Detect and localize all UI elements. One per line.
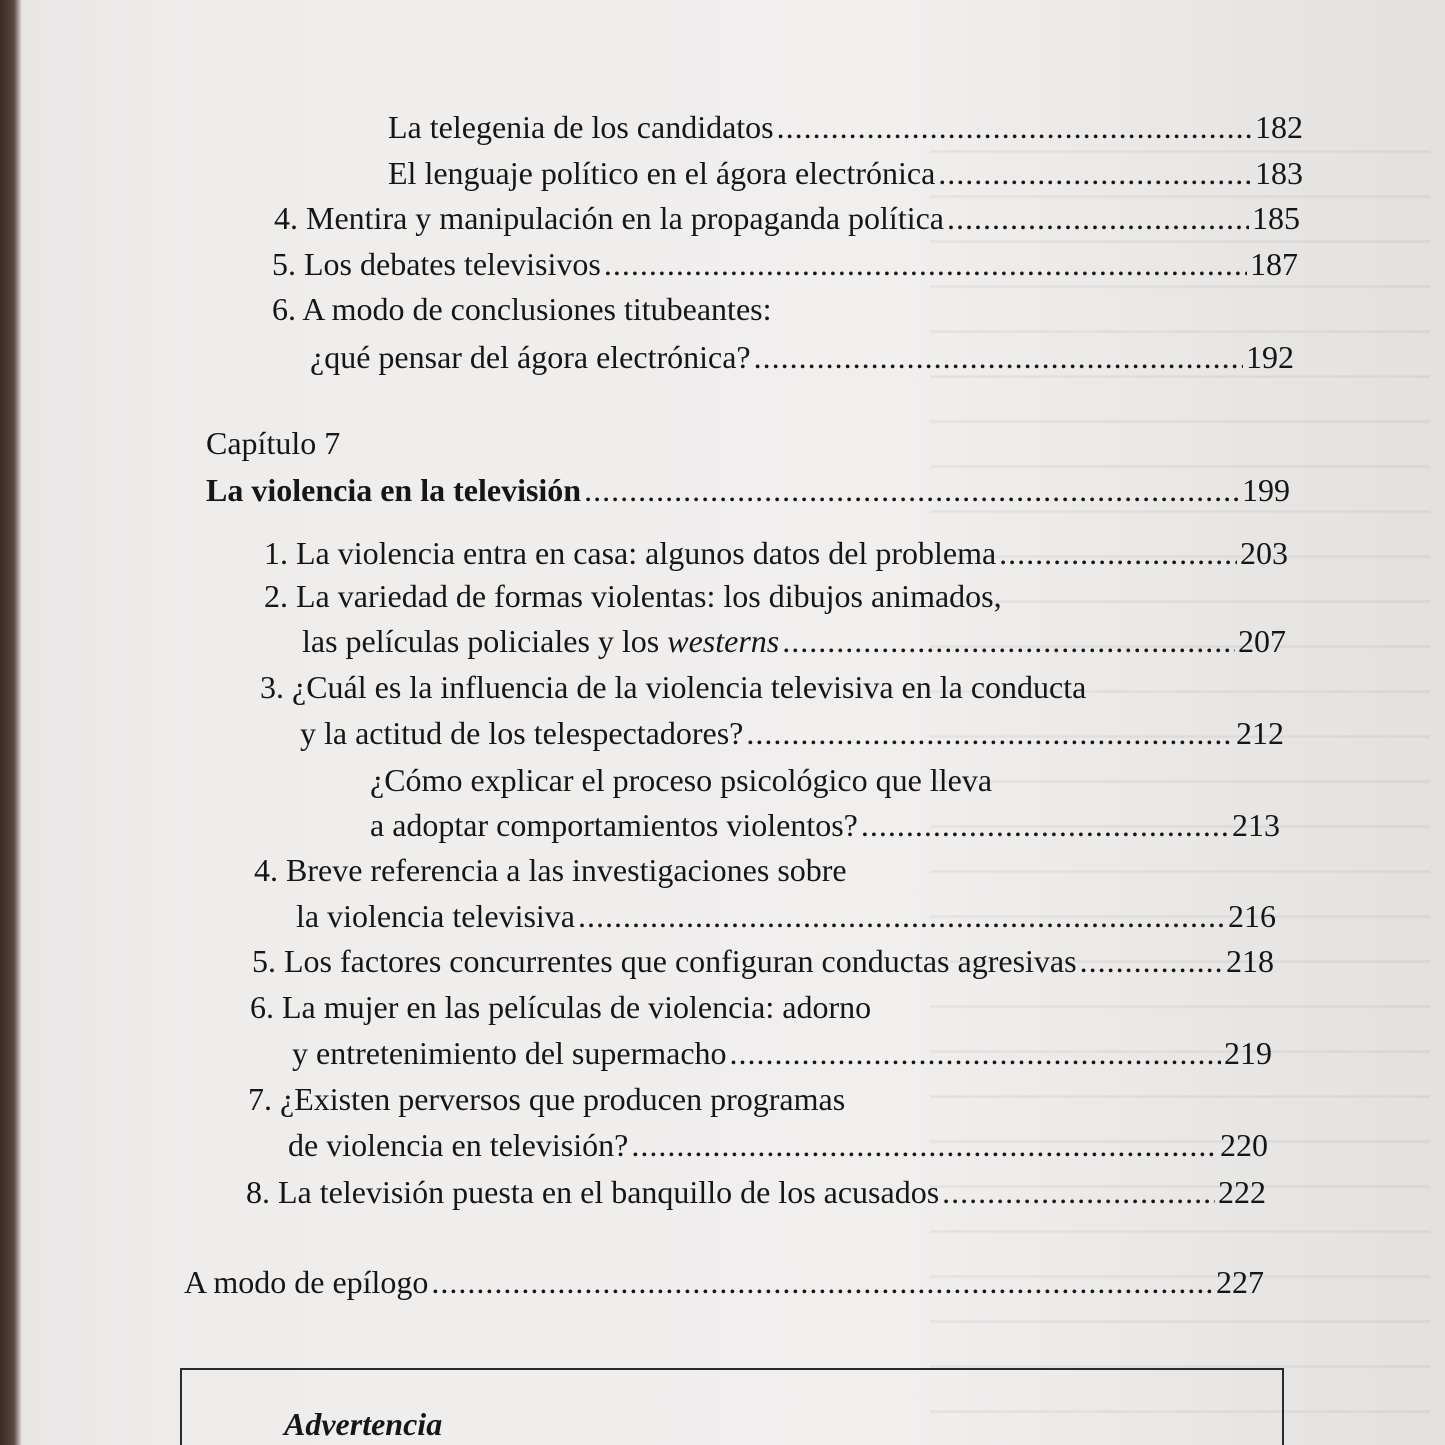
toc-entry — [260, 668, 1086, 706]
leader-dots — [730, 1034, 1221, 1072]
toc-entry-label: la violencia televisiva — [296, 898, 575, 934]
chapter-number — [206, 424, 340, 462]
toc-entry-page: 216 — [1228, 898, 1276, 934]
toc-entry-label: 3. ¿Cuál es la influencia de la violencia televisiva en la conducta — [260, 669, 1087, 705]
toc-entry-label: 7. ¿Existen perversos que producen programas — [248, 1081, 846, 1117]
toc-entry-page: 192 — [1246, 339, 1294, 375]
toc-entry-label: 6. La mujer en las películas de violencia: adorno — [250, 989, 872, 1025]
toc-entry — [388, 154, 1303, 192]
toc-entry-label: ¿Cómo explicar el proceso psicológico que lleva — [370, 762, 993, 798]
toc-entry-page: 182 — [1255, 109, 1303, 145]
toc-entry — [246, 1173, 1266, 1211]
toc-entry-page: 227 — [1216, 1264, 1264, 1300]
toc-entry-label: 4. Mentira y manipulación en la propaganda política — [274, 200, 944, 236]
leader-dots — [578, 897, 1225, 935]
toc-entry-page: 203 — [1240, 535, 1288, 571]
toc-entry — [272, 245, 1298, 283]
leader-dots — [999, 534, 1237, 572]
toc-entry — [310, 338, 1294, 376]
toc-entry-page: 183 — [1255, 155, 1303, 191]
leader-dots — [604, 245, 1247, 283]
chapter-title: La violencia en la televisión — [206, 472, 582, 508]
leader-dots — [754, 338, 1243, 376]
toc-entry-label: 6. A modo de conclusiones titubeantes: — [272, 291, 772, 327]
toc-entry-label: 5. Los factores concurrentes que configuran conductas agresivas — [252, 943, 1077, 979]
leader-dots — [938, 154, 1252, 192]
leader-dots — [782, 622, 1235, 660]
leader-dots — [431, 1263, 1213, 1301]
toc-entry-page: 218 — [1226, 943, 1274, 979]
toc-entry-page: 207 — [1238, 623, 1286, 659]
toc-entry-label: a adoptar comportamientos violentos? — [370, 807, 858, 843]
toc-entry — [264, 534, 1288, 572]
toc-entry-label: y entretenimiento del supermacho — [292, 1035, 727, 1071]
toc-entry — [252, 942, 1274, 980]
toc-entry-page: 185 — [1252, 200, 1300, 236]
toc-entry-page: 222 — [1218, 1174, 1266, 1210]
toc-entry-label: La telegenia de los candidatos — [388, 109, 774, 145]
notice-box — [180, 1368, 1284, 1445]
leader-dots — [942, 1173, 1215, 1211]
toc-entry-label: 4. Breve referencia a las investigaciones sobre — [254, 852, 847, 888]
notice-title: Advertencia — [284, 1406, 443, 1442]
toc-entry-label: y la actitud de los telespectadores? — [300, 715, 744, 751]
toc-entry-label: 2. La variedad de formas violentas: los dibujos animados, — [264, 578, 1002, 614]
italic-word: westerns — [667, 623, 780, 659]
toc-entry — [370, 806, 1280, 844]
toc-entry — [388, 108, 1303, 146]
toc-entry-label: de violencia en televisión? — [288, 1127, 629, 1163]
toc-entry-label: 1. La violencia entra en casa: algunos datos del problema — [264, 535, 997, 571]
toc-entry — [296, 897, 1276, 935]
chapter-title-entry — [206, 471, 1290, 509]
toc-entry — [288, 1126, 1268, 1164]
leader-dots — [947, 199, 1249, 237]
toc-entry-label: 8. La televisión puesta en el banquillo de los acusados — [246, 1174, 940, 1210]
toc-entry — [184, 1263, 1264, 1301]
toc-entry-page: 219 — [1224, 1035, 1272, 1071]
toc-entry-page: 213 — [1232, 807, 1280, 843]
toc-entry-page: 212 — [1236, 715, 1284, 751]
toc-entry — [272, 290, 771, 328]
leader-dots — [1080, 942, 1223, 980]
toc-entry — [248, 1080, 845, 1118]
toc-entry — [264, 577, 1002, 615]
leader-dots — [631, 1126, 1217, 1164]
leader-dots — [746, 714, 1233, 752]
chapter-label: Capítulo 7 — [206, 425, 341, 461]
toc-entry-label: A modo de epílogo — [184, 1264, 429, 1300]
leader-dots — [777, 108, 1252, 146]
toc-entry — [370, 761, 992, 799]
toc-entry-label: 5. Los debates televisivos — [272, 246, 601, 282]
toc-entry-label: El lenguaje político en el ágora electrónica — [388, 155, 936, 191]
toc-entry-page: 220 — [1220, 1127, 1268, 1163]
toc-entry-page: 187 — [1250, 246, 1298, 282]
toc-entry-page: 199 — [1242, 472, 1290, 508]
toc-entry — [250, 988, 871, 1026]
toc-entry — [292, 1034, 1272, 1072]
toc-entry — [254, 851, 847, 889]
toc-entry — [302, 622, 1286, 660]
toc-entry-label: ¿qué pensar del ágora electrónica? — [310, 339, 751, 375]
leader-dots — [584, 471, 1239, 509]
leader-dots — [861, 806, 1229, 844]
toc-entry — [274, 199, 1300, 237]
toc-entry-label: las películas policiales y los westerns — [302, 623, 780, 659]
toc-entry — [300, 714, 1284, 752]
